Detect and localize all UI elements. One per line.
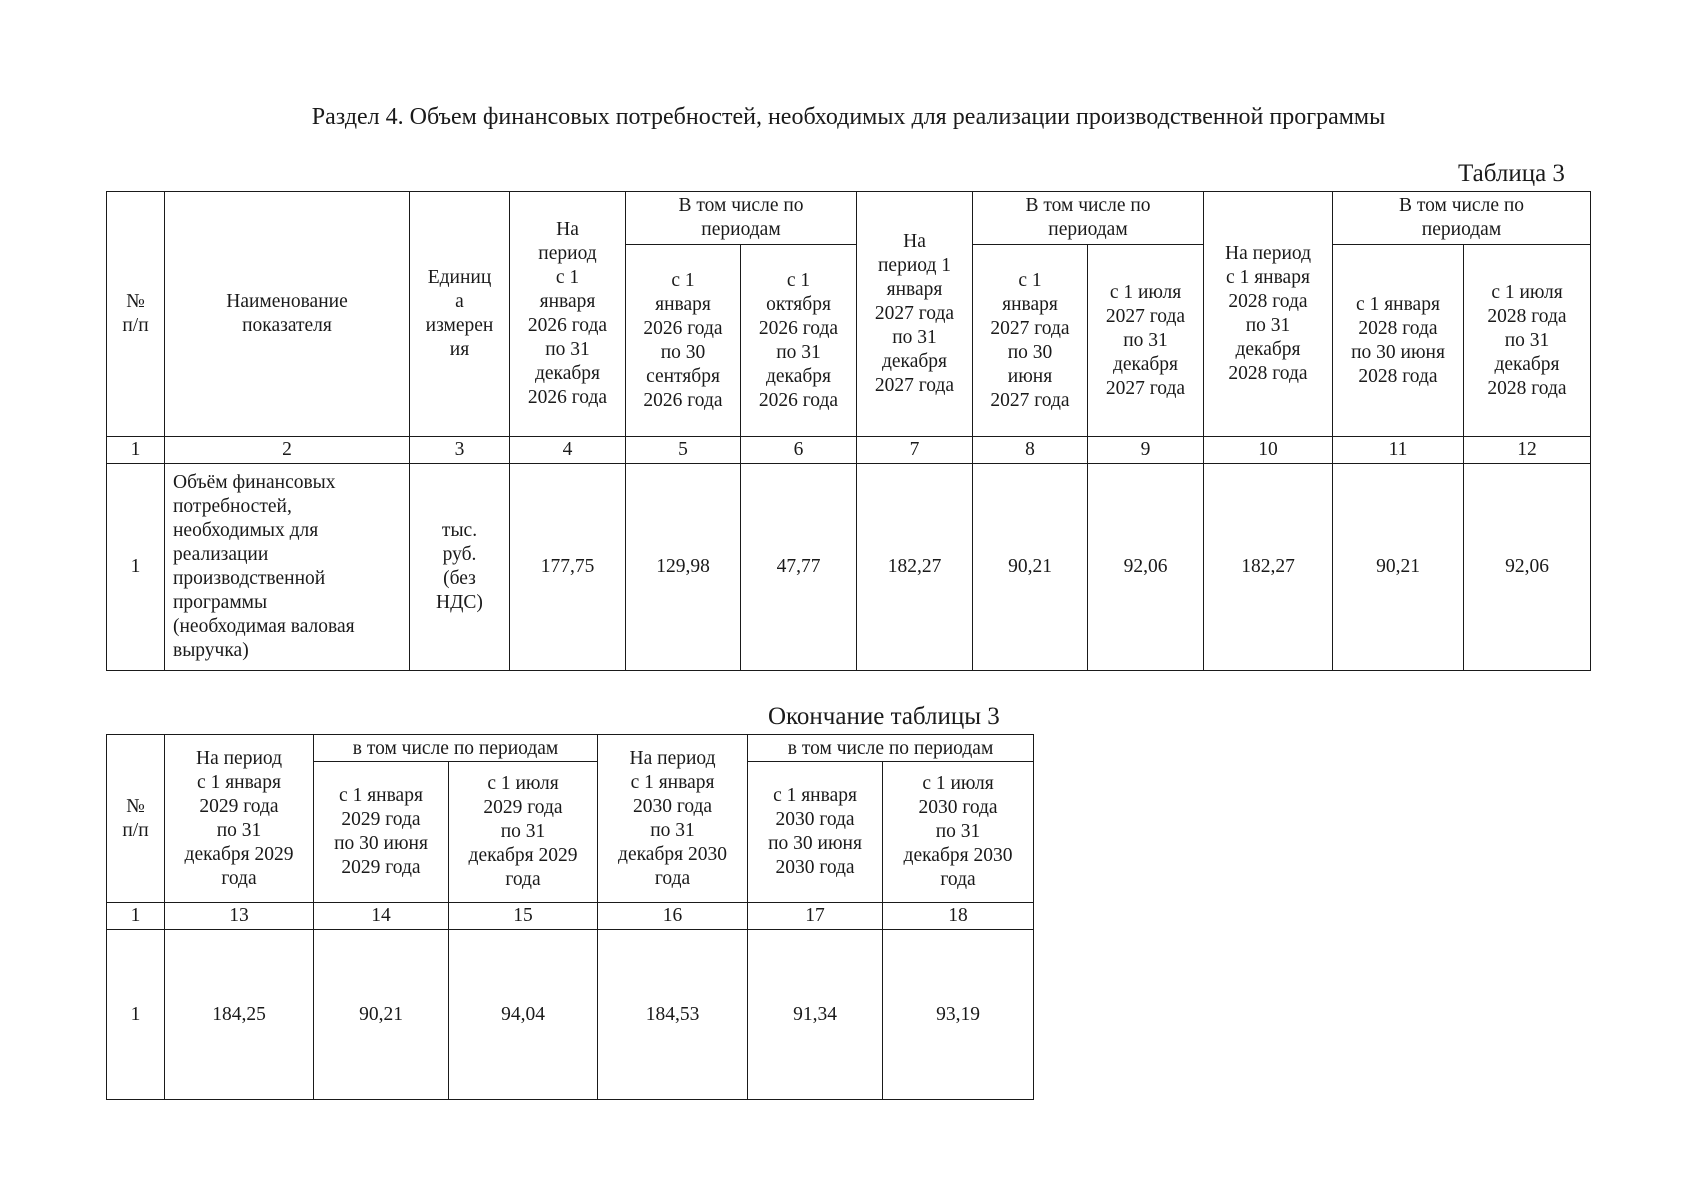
table-3-label: Таблица 3 xyxy=(1458,160,1565,187)
header-col-5: с 1 января 2026 года по 30 сентября 2026 года xyxy=(626,245,741,437)
value-cell: 92,06 xyxy=(1088,464,1204,671)
value-cell: 90,21 xyxy=(973,464,1088,671)
value-cell: 184,53 xyxy=(598,930,748,1100)
header-col-6: с 1 октября 2026 года по 31 декабря 2026 года xyxy=(741,245,857,437)
header-period-2030: На период с 1 января 2030 года по 31 декабря 2030 года xyxy=(598,735,748,903)
col-number: 15 xyxy=(449,903,598,930)
col-number: 14 xyxy=(314,903,449,930)
column-numbers-row xyxy=(107,437,1591,464)
col-number: 16 xyxy=(598,903,748,930)
header-period-2026: На период с 1 января 2026 года по 31 декабря 2026 года xyxy=(510,192,626,437)
col-number: 12 xyxy=(1464,437,1591,464)
table-3-end-label: Окончание таблицы 3 xyxy=(768,703,1000,730)
header-period-2028: На период с 1 января 2028 года по 31 декабря 2028 года xyxy=(1204,192,1333,437)
column-numbers-row xyxy=(107,903,1034,930)
header-indicator-name: Наименование показателя xyxy=(165,192,410,437)
header-group-2026: В том числе по периодам xyxy=(626,192,857,245)
row-number: 1 xyxy=(107,464,165,671)
col-number: 4 xyxy=(510,437,626,464)
header-unit: Единиц а измерен ия xyxy=(410,192,510,437)
col-number: 11 xyxy=(1333,437,1464,464)
row-number: 1 xyxy=(107,930,165,1100)
value-cell: 90,21 xyxy=(314,930,449,1100)
col-number: 1 xyxy=(107,437,165,464)
col-number: 10 xyxy=(1204,437,1333,464)
table-row xyxy=(107,464,1591,671)
header-col-8: с 1 января 2027 года по 30 июня 2027 года xyxy=(973,245,1088,437)
value-cell: 94,04 xyxy=(449,930,598,1100)
header-col-11: с 1 января 2028 года по 30 июня 2028 года xyxy=(1333,245,1464,437)
col-number: 8 xyxy=(973,437,1088,464)
unit-value: тыс. руб. (без НДС) xyxy=(410,464,510,671)
col-number: 18 xyxy=(883,903,1034,930)
col-number: 3 xyxy=(410,437,510,464)
header-col-18: с 1 июля 2030 года по 31 декабря 2030 года xyxy=(883,762,1034,903)
col-number: 6 xyxy=(741,437,857,464)
indicator-name: Объём финансовых потребностей, необходимых для реализации производственной программы (необходимая валовая выручка) xyxy=(165,464,410,671)
header-period-2027: На период 1 января 2027 года по 31 декабря 2027 года xyxy=(857,192,973,437)
section-title: Раздел 4. Объем финансовых потребностей, необходимых для реализации производственной программы xyxy=(311,104,1386,130)
value-cell: 92,06 xyxy=(1464,464,1591,671)
financial-needs-table xyxy=(106,191,1591,671)
financial-needs-table-continued xyxy=(106,734,1034,1100)
value-cell: 182,27 xyxy=(1204,464,1333,671)
value-cell: 90,21 xyxy=(1333,464,1464,671)
col-number: 2 xyxy=(165,437,410,464)
value-cell: 47,77 xyxy=(741,464,857,671)
col-number: 9 xyxy=(1088,437,1204,464)
header-col-15: с 1 июля 2029 года по 31 декабря 2029 года xyxy=(449,762,598,903)
header-col-17: с 1 января 2030 года по 30 июня 2030 года xyxy=(748,762,883,903)
header-row-number: № п/п xyxy=(107,192,165,437)
value-cell: 129,98 xyxy=(626,464,741,671)
header-group-2027: В том числе по периодам xyxy=(973,192,1204,245)
header-period-2029: На период с 1 января 2029 года по 31 декабря 2029 года xyxy=(165,735,314,903)
value-cell: 91,34 xyxy=(748,930,883,1100)
header-col-14: с 1 января 2029 года по 30 июня 2029 года xyxy=(314,762,449,903)
value-cell: 177,75 xyxy=(510,464,626,671)
header-group-2030: в том числе по периодам xyxy=(748,735,1034,762)
col-number: 17 xyxy=(748,903,883,930)
value-cell: 184,25 xyxy=(165,930,314,1100)
header-group-2029: в том числе по периодам xyxy=(314,735,598,762)
header-group-2028: В том числе по периодам xyxy=(1333,192,1591,245)
col-number: 7 xyxy=(857,437,973,464)
col-number: 5 xyxy=(626,437,741,464)
col-number: 1 xyxy=(107,903,165,930)
header-col-9: с 1 июля 2027 года по 31 декабря 2027 года xyxy=(1088,245,1204,437)
header-row-number: № п/п xyxy=(107,735,165,903)
header-col-12: с 1 июля 2028 года по 31 декабря 2028 года xyxy=(1464,245,1591,437)
col-number: 13 xyxy=(165,903,314,930)
table-row xyxy=(107,930,1034,1100)
value-cell: 93,19 xyxy=(883,930,1034,1100)
value-cell: 182,27 xyxy=(857,464,973,671)
